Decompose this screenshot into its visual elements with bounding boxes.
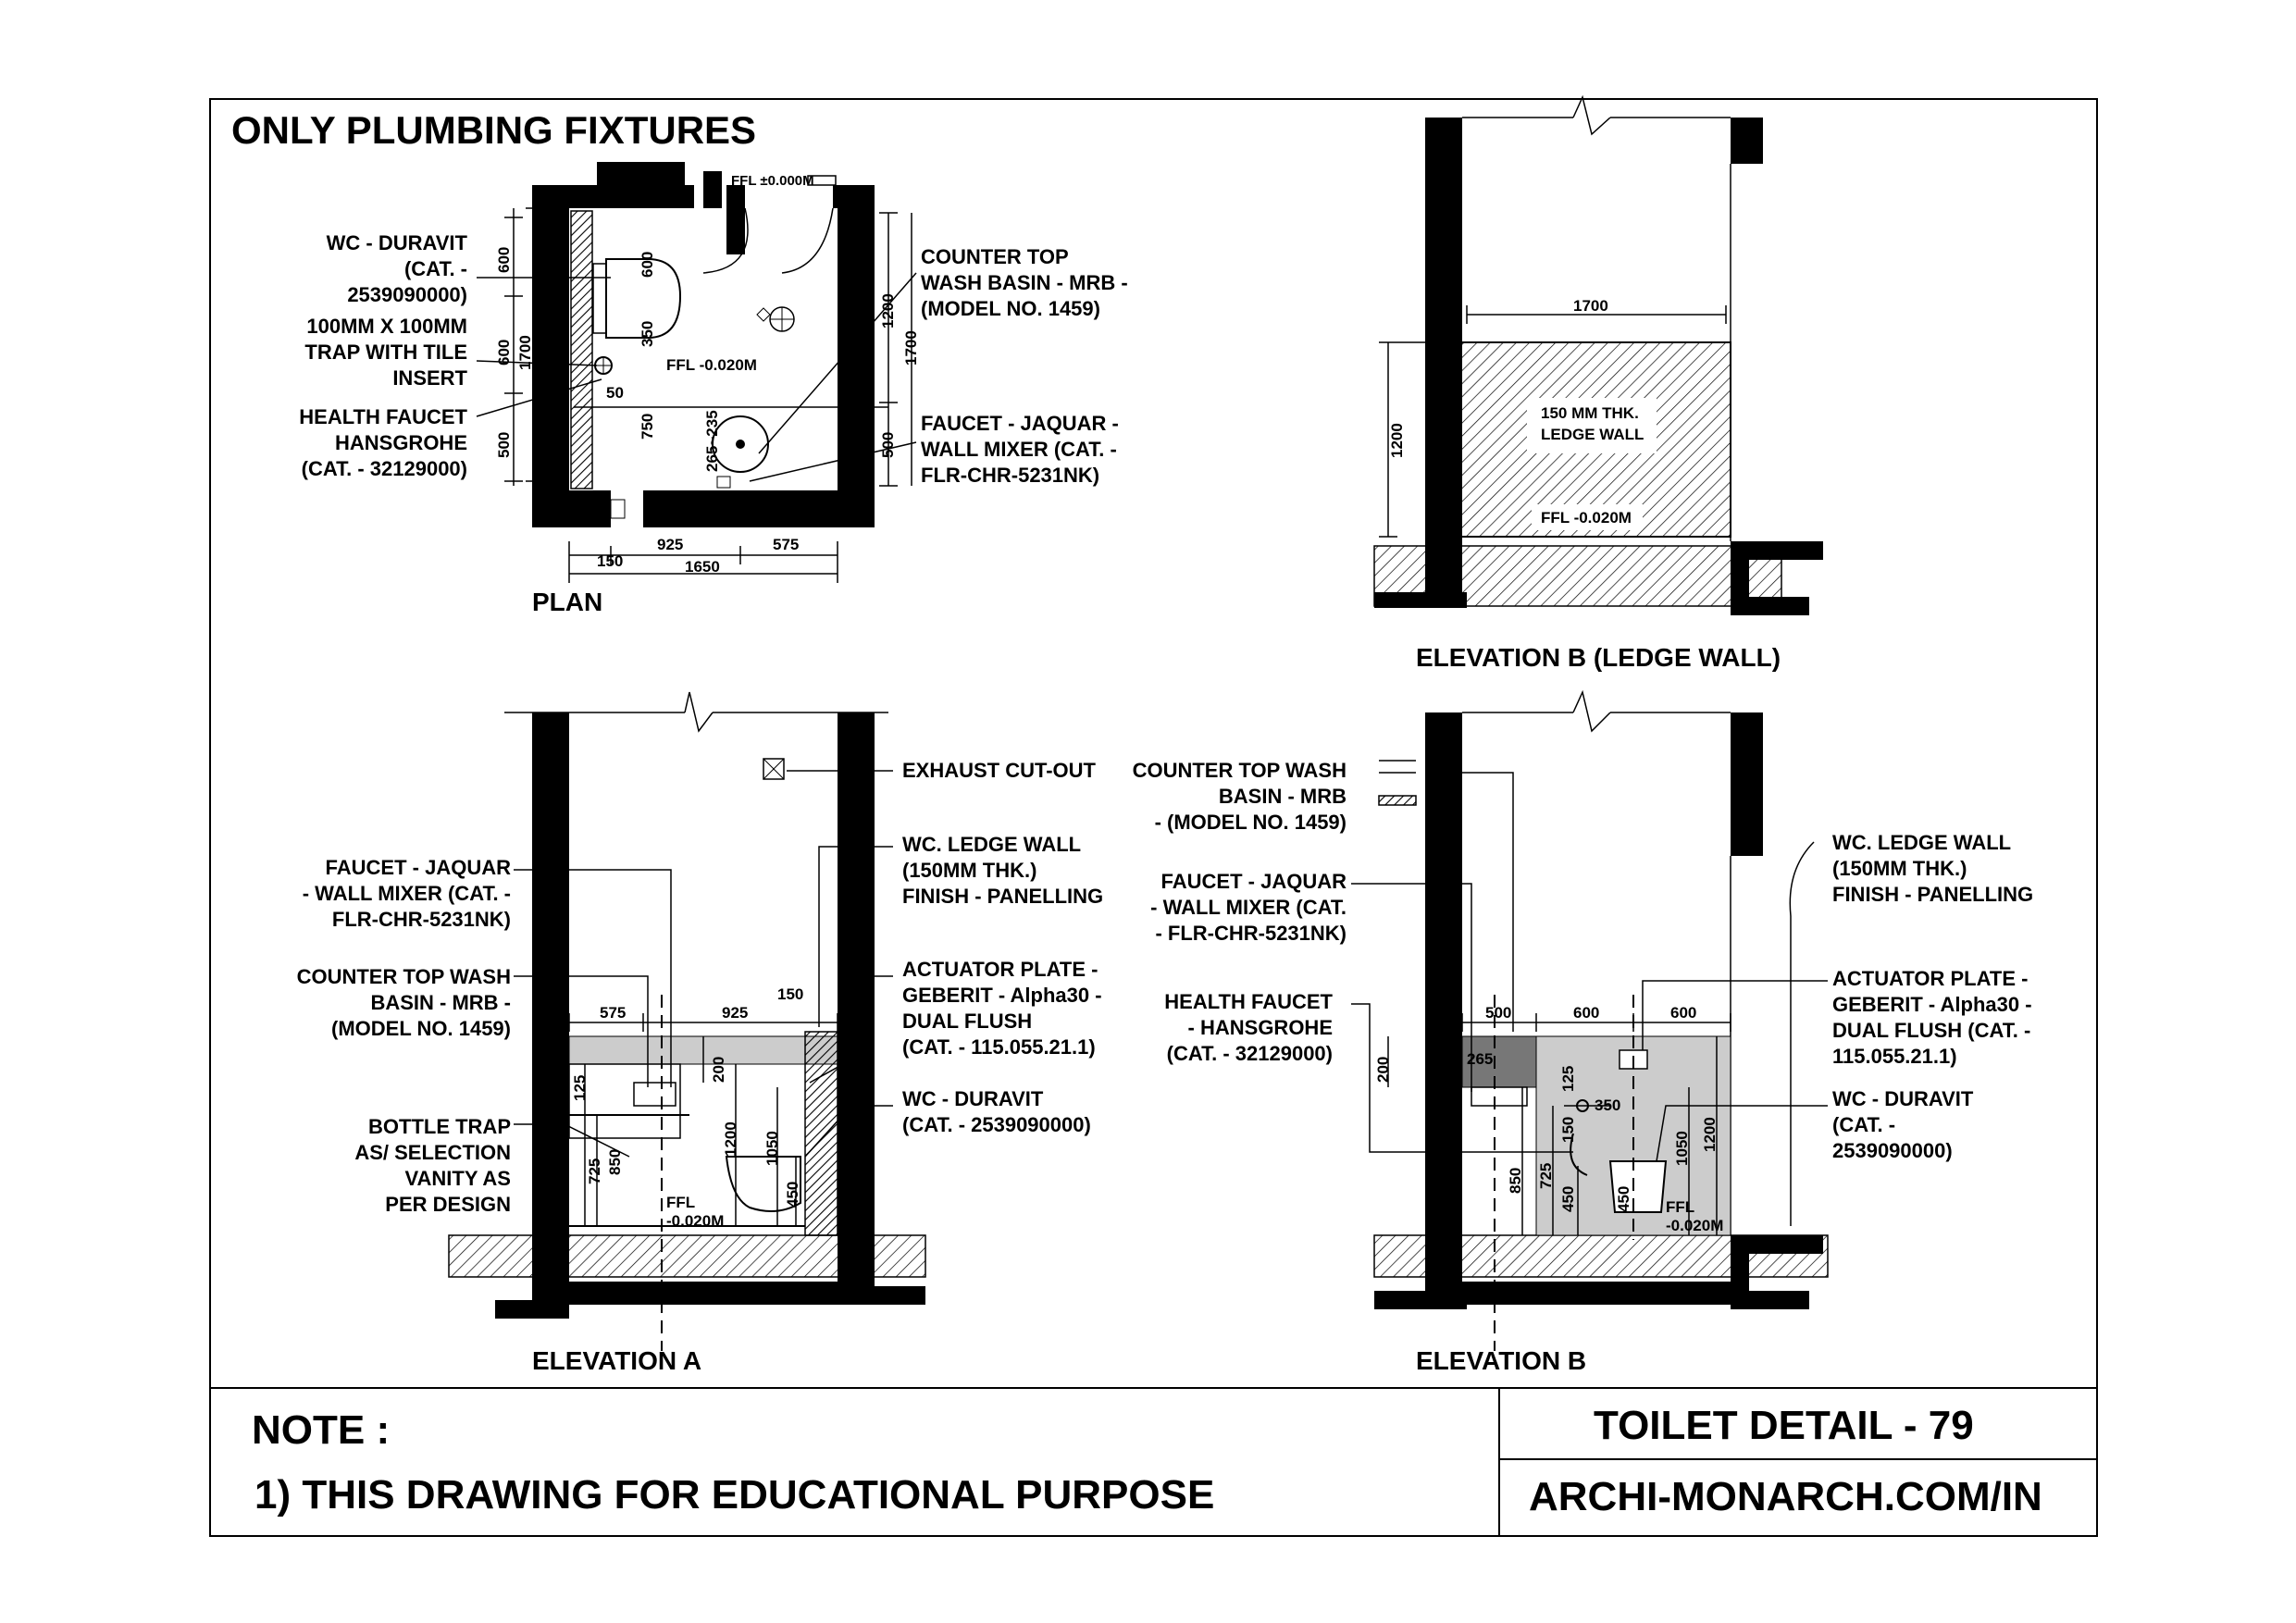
svg-text:AS/ SELECTION: AS/ SELECTION (354, 1141, 511, 1164)
elevation-b-title: ELEVATION B (1416, 1346, 1587, 1375)
svg-text:1700: 1700 (902, 330, 920, 365)
svg-text:115.055.21.1): 115.055.21.1) (1832, 1045, 1957, 1068)
svg-text:1200: 1200 (879, 293, 897, 328)
plan-label-faucet (921, 412, 1119, 487)
svg-text:GEBERIT - Alpha30 -: GEBERIT - Alpha30 - (1832, 993, 2032, 1016)
svg-text:450: 450 (784, 1181, 801, 1208)
elev-a-faucet-label (303, 856, 511, 931)
svg-text:450: 450 (1559, 1185, 1577, 1212)
svg-text:1050: 1050 (763, 1131, 781, 1166)
elev-a-ffl-1: FFL (666, 1194, 696, 1211)
elev-a-ffl-2: -0.020M (666, 1212, 725, 1230)
svg-text:DUAL FLUSH (CAT. -: DUAL FLUSH (CAT. - (1832, 1019, 2031, 1042)
elev-b-ledge-label (1832, 831, 2033, 906)
svg-text:125: 125 (1559, 1065, 1577, 1092)
svg-text:(CAT. - 32129000): (CAT. - 32129000) (1166, 1042, 1333, 1065)
ledge-dim-1200: 1200 (1388, 423, 1406, 458)
svg-text:HEALTH FAUCET: HEALTH FAUCET (299, 405, 467, 428)
ledge-dim-1700: 1700 (1573, 297, 1608, 315)
plan-title: PLAN (532, 588, 603, 616)
elevation-b-ledge-title: ELEVATION B (LEDGE WALL) (1416, 643, 1781, 672)
svg-text:FINISH - PANELLING: FINISH - PANELLING (1832, 883, 2034, 906)
sheet-title: TOILET DETAIL - 79 (1594, 1403, 1974, 1448)
elevation-a-view (297, 692, 1104, 1375)
svg-text:FAUCET - JAQUAR: FAUCET - JAQUAR (325, 856, 511, 879)
elev-b-wc-label (1832, 1087, 1974, 1162)
svg-text:1700: 1700 (516, 335, 534, 370)
elev-a-basin-label (297, 965, 511, 1040)
sheet-frame (210, 99, 2097, 1536)
svg-text:150: 150 (597, 552, 624, 570)
svg-text:WALL MIXER (CAT. -: WALL MIXER (CAT. - (921, 438, 1117, 461)
svg-text:575: 575 (773, 536, 800, 553)
svg-text:(CAT. - 115.055.21.1): (CAT. - 115.055.21.1) (902, 1035, 1096, 1059)
svg-text:GEBERIT - Alpha30 -: GEBERIT - Alpha30 - (902, 984, 1102, 1007)
elev-a-dimensions (571, 985, 803, 1208)
svg-text:BASIN - MRB -: BASIN - MRB - (370, 991, 511, 1014)
svg-text:125: 125 (571, 1074, 589, 1101)
svg-text:725: 725 (1537, 1162, 1555, 1189)
svg-text:WC - DURAVIT: WC - DURAVIT (902, 1087, 1044, 1110)
svg-text:HEALTH FAUCET: HEALTH FAUCET (1164, 990, 1333, 1013)
svg-text:INSERT: INSERT (392, 366, 467, 390)
website-link[interactable]: ARCHI-MONARCH.COM/IN (1529, 1474, 2042, 1519)
svg-text:600: 600 (495, 339, 513, 365)
elev-b-faucet-label (1150, 870, 1347, 945)
svg-text:WC - DURAVIT: WC - DURAVIT (1832, 1087, 1974, 1110)
svg-text:(CAT. - 2539090000): (CAT. - 2539090000) (902, 1113, 1091, 1136)
svg-text:50: 50 (606, 384, 624, 402)
svg-text:FAUCET - JAQUAR: FAUCET - JAQUAR (1160, 870, 1347, 893)
elev-a-wc-label (902, 1087, 1091, 1136)
note-line: 1) THIS DRAWING FOR EDUCATIONAL PURPOSE (254, 1472, 1215, 1518)
svg-text:VANITY AS: VANITY AS (404, 1167, 511, 1190)
svg-text:350: 350 (639, 320, 656, 347)
svg-text:FINISH - PANELLING: FINISH - PANELLING (902, 885, 1104, 908)
elev-a-ledge-label (902, 833, 1103, 908)
svg-text:500: 500 (495, 431, 513, 458)
svg-text:600: 600 (639, 251, 656, 278)
svg-text:750: 750 (639, 413, 656, 440)
svg-text:850: 850 (606, 1148, 624, 1175)
plan-label-trap (304, 315, 467, 390)
svg-text:PER DESIGN: PER DESIGN (385, 1193, 511, 1216)
svg-text:WASH BASIN - MRB -: WASH BASIN - MRB - (921, 271, 1128, 294)
svg-text:WC. LEDGE WALL: WC. LEDGE WALL (1832, 831, 2012, 854)
svg-text:- (MODEL NO. 1459): - (MODEL NO. 1459) (1154, 811, 1347, 834)
page-title: ONLY PLUMBING FIXTURES (231, 108, 757, 152)
svg-text:2539090000): 2539090000) (1832, 1139, 1953, 1162)
elevation-a-title: ELEVATION A (532, 1346, 702, 1375)
svg-text:200: 200 (1374, 1056, 1392, 1083)
svg-text:FLR-CHR-5231NK): FLR-CHR-5231NK) (331, 908, 511, 931)
plan-ffl-top: FFL ±0.000M (731, 173, 814, 189)
ledge-wall-label-2: LEDGE WALL (1541, 426, 1644, 443)
svg-text:(150MM THK.): (150MM THK.) (902, 859, 1037, 882)
plan-view (299, 162, 1127, 616)
svg-text:2539090000): 2539090000) (347, 283, 467, 306)
svg-text:500: 500 (879, 431, 897, 458)
note-title: NOTE : (252, 1407, 391, 1453)
elevation-b-ledge-view (1374, 97, 1823, 672)
svg-text:925: 925 (657, 536, 684, 553)
plan-label-wc (327, 231, 468, 306)
svg-text:DUAL FLUSH: DUAL FLUSH (902, 1010, 1033, 1033)
ledge-wall-label-1: 150 MM THK. (1541, 404, 1639, 422)
svg-text:1200: 1200 (722, 1121, 739, 1157)
svg-text:(CAT. -: (CAT. - (403, 257, 467, 280)
svg-text:850: 850 (1507, 1167, 1524, 1194)
plan-label-health-faucet (299, 405, 467, 480)
svg-text:COUNTER TOP WASH: COUNTER TOP WASH (296, 965, 511, 988)
svg-text:BOTTLE TRAP: BOTTLE TRAP (368, 1115, 511, 1138)
svg-text:450: 450 (1615, 1185, 1632, 1212)
svg-text:600: 600 (495, 246, 513, 273)
elev-b-health-faucet-label (1164, 990, 1333, 1065)
svg-text:(150MM THK.): (150MM THK.) (1832, 857, 1967, 880)
svg-text:WC. LEDGE WALL: WC. LEDGE WALL (902, 833, 1082, 856)
plan-label-basin (921, 245, 1128, 320)
svg-text:150: 150 (1559, 1116, 1577, 1143)
svg-text:- HANSGROHE: - HANSGROHE (1187, 1016, 1333, 1039)
elev-b-ffl-2: -0.020M (1666, 1217, 1724, 1234)
svg-text:FLR-CHR-5231NK): FLR-CHR-5231NK) (921, 464, 1100, 487)
svg-text:600: 600 (1573, 1004, 1600, 1022)
elev-a-actuator-label (902, 958, 1102, 1059)
elev-b-actuator-label (1832, 967, 2032, 1068)
svg-text:COUNTER TOP: COUNTER TOP (921, 245, 1069, 268)
svg-text:350: 350 (1595, 1096, 1621, 1114)
elev-b-basin-label (1133, 759, 1347, 834)
svg-text:1200: 1200 (1701, 1117, 1719, 1152)
plan-ffl-mid: FFL -0.020M (666, 356, 757, 374)
svg-text:- FLR-CHR-5231NK): - FLR-CHR-5231NK) (1155, 922, 1347, 945)
elev-b-ffl-1: FFL (1666, 1198, 1695, 1216)
svg-text:(CAT. - 32129000): (CAT. - 32129000) (301, 457, 467, 480)
svg-text:500: 500 (1485, 1004, 1512, 1022)
svg-text:150: 150 (777, 985, 804, 1003)
svg-text:(MODEL NO. 1459): (MODEL NO. 1459) (331, 1017, 511, 1040)
svg-text:265: 265 (1467, 1050, 1494, 1068)
ledge-ffl: FFL -0.020M (1541, 509, 1632, 527)
svg-text:COUNTER TOP WASH: COUNTER TOP WASH (1132, 759, 1347, 782)
svg-text:925: 925 (722, 1004, 749, 1022)
svg-text:TRAP WITH TILE: TRAP WITH TILE (304, 341, 467, 364)
svg-text:100MM X 100MM: 100MM X 100MM (306, 315, 467, 338)
svg-text:200: 200 (710, 1056, 727, 1083)
svg-text:ACTUATOR PLATE -: ACTUATOR PLATE - (1832, 967, 2029, 990)
svg-text:(MODEL NO. 1459): (MODEL NO. 1459) (921, 297, 1100, 320)
svg-text:ACTUATOR PLATE -: ACTUATOR PLATE - (902, 958, 1098, 981)
elev-a-exhaust-label: EXHAUST CUT-OUT (902, 759, 1096, 782)
svg-text:1650: 1650 (685, 558, 720, 576)
elev-a-bottle-trap-label (354, 1115, 511, 1216)
svg-text:- WALL MIXER (CAT.: - WALL MIXER (CAT. (1150, 896, 1347, 919)
svg-text:(CAT. -: (CAT. - (1832, 1113, 1896, 1136)
elevation-b-view (1133, 592, 2034, 1375)
svg-text:1050: 1050 (1673, 1131, 1691, 1166)
svg-text:600: 600 (1670, 1004, 1697, 1022)
svg-text:HANSGROHE: HANSGROHE (334, 431, 467, 454)
svg-text:- WALL MIXER (CAT. -: - WALL MIXER (CAT. - (302, 882, 511, 905)
svg-text:BASIN - MRB: BASIN - MRB (1218, 785, 1347, 808)
svg-text:WC - DURAVIT: WC - DURAVIT (326, 231, 467, 254)
svg-text:575: 575 (600, 1004, 627, 1022)
svg-text:FAUCET - JAQUAR -: FAUCET - JAQUAR - (921, 412, 1119, 435)
svg-text:725: 725 (586, 1158, 603, 1184)
svg-text:265~235: 265~235 (703, 410, 721, 472)
